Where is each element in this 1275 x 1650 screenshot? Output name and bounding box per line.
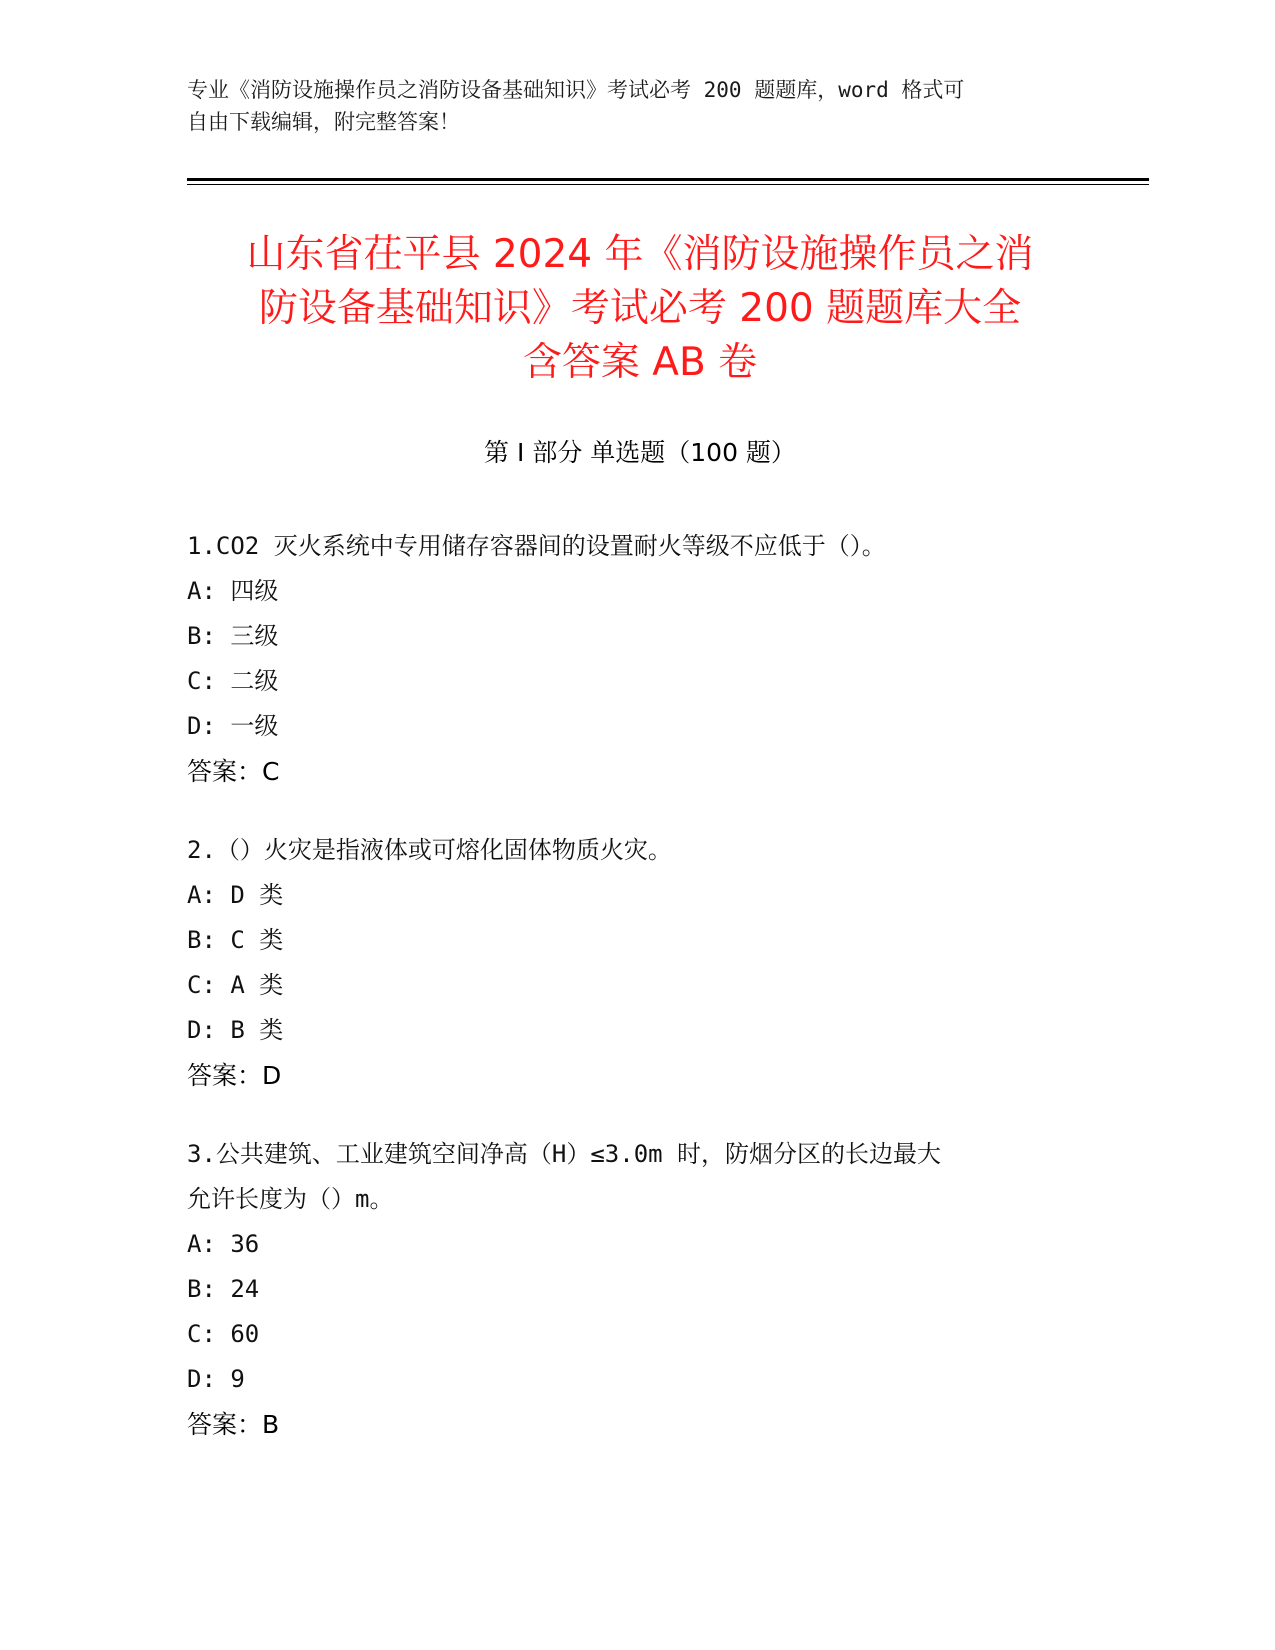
option-b: B: C 类 — [187, 926, 284, 954]
question-text-line-1: 3.公共建筑、工业建筑空间净高（H）≤3.0m 时，防烟分区的长边最大 — [187, 1140, 942, 1168]
option-c: C: 60 — [187, 1320, 260, 1348]
option-c: C: A 类 — [187, 971, 284, 999]
header-note-line-1: 专业《消防设施操作员之消防设备基础知识》考试必考 200 题题库，word 格式可 — [187, 78, 965, 102]
question-text-line-2: 允许长度为（）m。 — [187, 1185, 394, 1213]
header-divider-thin — [187, 184, 1149, 185]
question-1 — [187, 524, 1087, 794]
header-divider-thick — [187, 178, 1149, 181]
answer: 答案：C — [187, 757, 280, 786]
option-d: D: 一级 — [187, 712, 279, 740]
header-note — [187, 74, 1067, 138]
document-title — [140, 228, 1140, 390]
answer: 答案：B — [187, 1410, 280, 1439]
option-b: B: 24 — [187, 1275, 260, 1303]
question-2 — [187, 828, 1087, 1098]
question-list — [187, 524, 1087, 1481]
document-title-line-3: 含答案 AB 卷 — [522, 340, 758, 385]
header-note-line-2: 自由下载编辑，附完整答案！ — [187, 110, 460, 134]
option-d: D: B 类 — [187, 1016, 284, 1044]
answer: 答案：D — [187, 1061, 282, 1090]
option-d: D: 9 — [187, 1365, 245, 1393]
section-title: 第 I 部分 单选题（100 题） — [484, 438, 796, 467]
option-a: A: 四级 — [187, 577, 279, 605]
option-a: A: 36 — [187, 1230, 260, 1258]
document-title-line-2: 防设备基础知识》考试必考 200 题题库大全 — [258, 286, 1022, 331]
question-text: 2.（）火灾是指液体或可熔化固体物质火灾。 — [187, 836, 672, 864]
option-a: A: D 类 — [187, 881, 284, 909]
question-3 — [187, 1132, 1087, 1447]
question-text: 1.CO2 灭火系统中专用储存容器间的设置耐火等级不应低于（）。 — [187, 532, 886, 560]
option-b: B: 三级 — [187, 622, 279, 650]
document-title-line-1: 山东省茌平县 2024 年《消防设施操作员之消 — [246, 232, 1034, 277]
option-c: C: 二级 — [187, 667, 279, 695]
